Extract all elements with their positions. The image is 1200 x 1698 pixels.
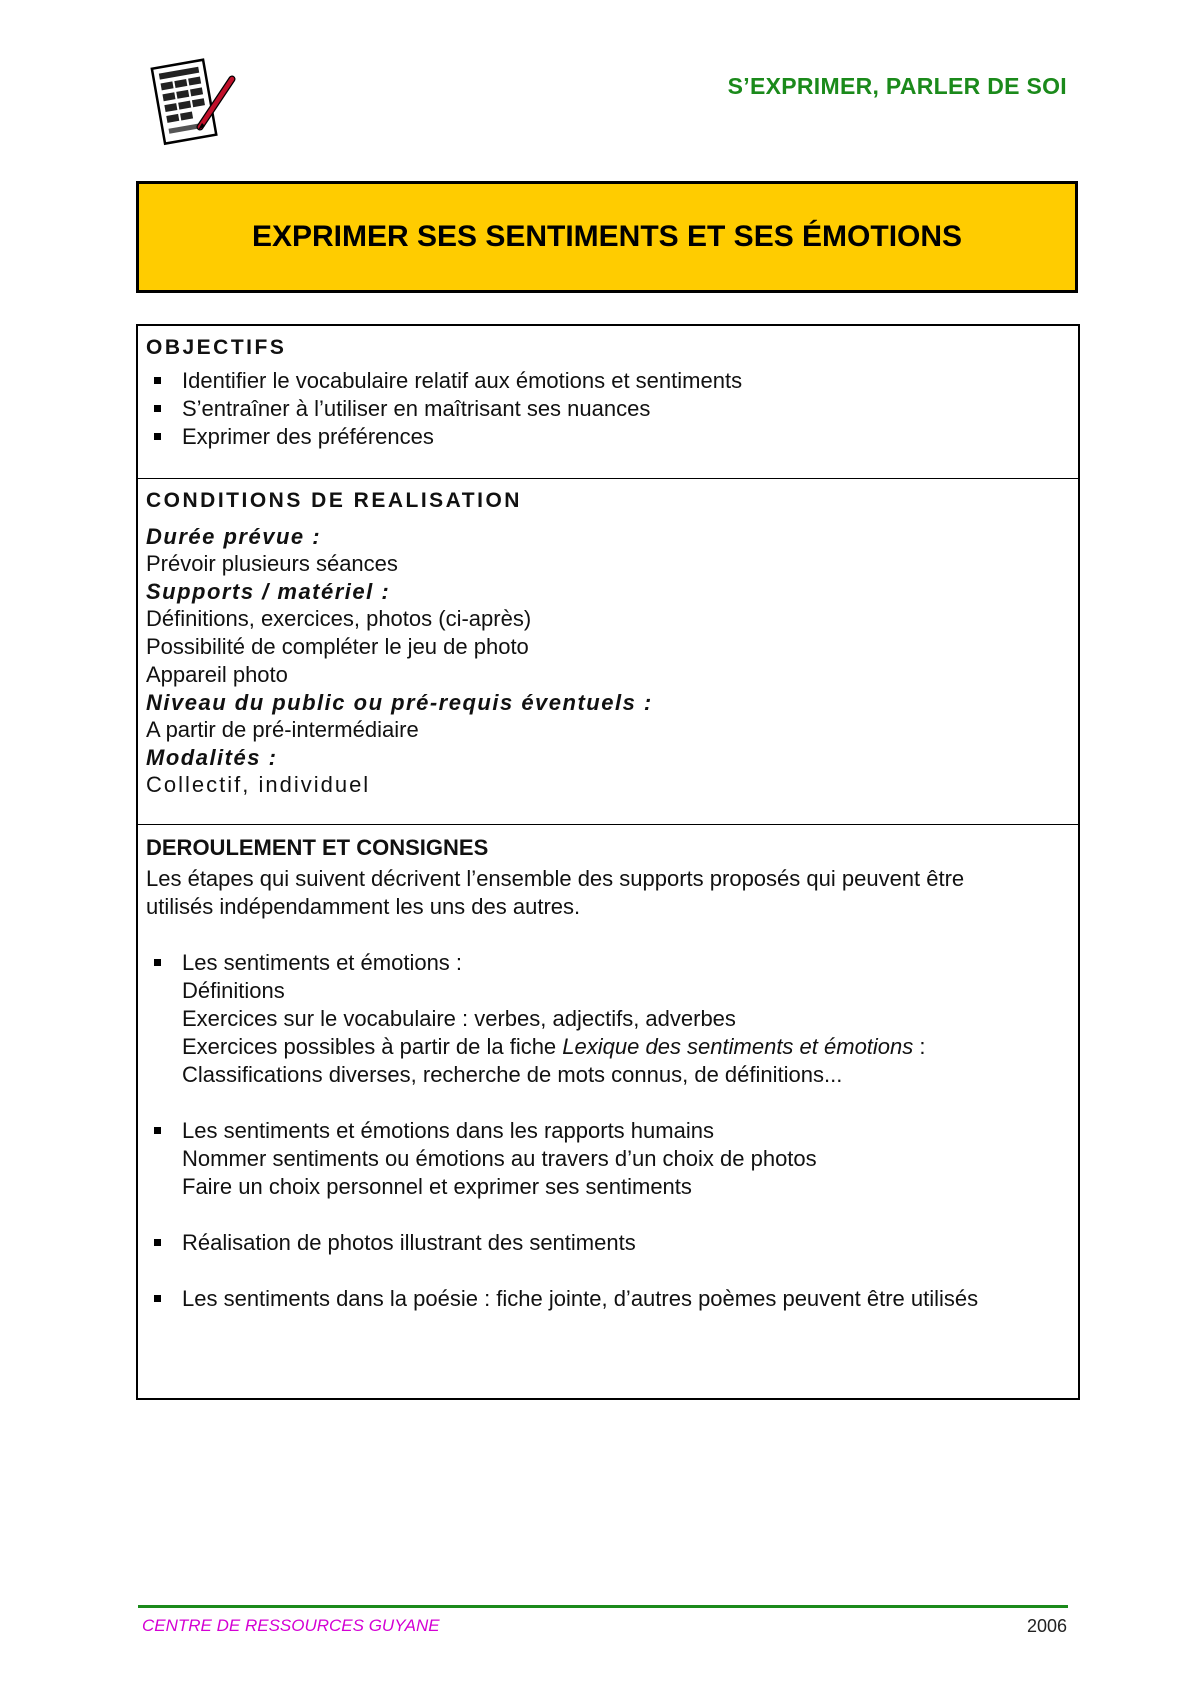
objectifs-list — [146, 367, 1070, 451]
conditions-section — [138, 479, 1078, 825]
deroulement-section — [138, 825, 1078, 1398]
supports-label: Supports / matériel : — [146, 579, 391, 604]
list-item — [146, 1117, 1070, 1201]
supports-line: Définitions, exercices, photos (ci-après) — [146, 606, 532, 631]
footer-year: 2006 — [1026, 1616, 1067, 1636]
item-line: Les sentiments et émotions dans les rapports humains — [182, 1118, 714, 1143]
objectifs-heading: OBJECTIFS — [146, 336, 287, 359]
list-item — [146, 949, 1070, 1089]
duree-value: Prévoir plusieurs séances — [146, 551, 398, 576]
deroulement-list — [146, 949, 1070, 1313]
item-line — [182, 1033, 1070, 1061]
list-item: Réalisation de photos illustrant des sentiments — [146, 1229, 1070, 1257]
item-line: Faire un choix personnel et exprimer ses sentiments — [182, 1174, 692, 1199]
item-line: Définitions — [182, 978, 285, 1003]
content-table — [136, 324, 1080, 1400]
duree-label: Durée prévue : — [146, 524, 322, 549]
list-item: Exprimer des préférences — [146, 423, 1070, 451]
modalites-label: Modalités : — [146, 745, 278, 770]
footer-organization: CENTRE DE RESSOURCES GUYANE — [142, 1616, 440, 1635]
section-tag: S’EXPRIMER, PARLER DE SOI — [727, 73, 1067, 99]
title-banner — [136, 181, 1078, 293]
item-text: Exercices possibles à partir de la fiche — [182, 1034, 563, 1059]
niveau-value: A partir de pré-intermédiaire — [146, 717, 419, 742]
item-line: Les sentiments et émotions : — [182, 950, 463, 975]
list-item: Identifier le vocabulaire relatif aux émotions et sentiments — [146, 367, 1070, 395]
deroulement-heading: DEROULEMENT ET CONSIGNES — [146, 835, 489, 860]
intro-line: Les étapes qui suivent décrivent l’ensemble des supports proposés qui peuvent être — [146, 866, 965, 891]
deroulement-intro — [146, 865, 1070, 921]
conditions-heading: CONDITIONS DE REALISATION — [146, 489, 522, 512]
supports-line: Possibilité de compléter le jeu de photo — [146, 634, 529, 659]
item-line: Exercices sur le vocabulaire : verbes, adjectifs, adverbes — [182, 1006, 736, 1031]
intro-line: utilisés indépendamment les uns des autres. — [146, 894, 581, 919]
item-line: Classifications diverses, recherche de mots connus, de définitions... — [182, 1062, 843, 1087]
page-title: EXPRIMER SES SENTIMENTS ET SES ÉMOTIONS — [251, 220, 963, 253]
niveau-label: Niveau du public ou pré-requis éventuels : — [146, 690, 653, 715]
modalites-value: Collectif, individuel — [146, 772, 371, 797]
lexique-reference: Lexique des sentiments et émotions — [562, 1034, 914, 1059]
supports-line: Appareil photo — [146, 662, 288, 687]
objectifs-section — [138, 326, 1078, 479]
footer-divider — [138, 1605, 1068, 1608]
clipboard-pencil-icon — [148, 55, 240, 147]
item-line: Nommer sentiments ou émotions au travers d’un choix de photos — [182, 1146, 817, 1171]
list-item: Les sentiments dans la poésie : fiche jointe, d’autres poèmes peuvent être utilisés — [146, 1285, 1070, 1313]
list-item: S’entraîner à l’utiliser en maîtrisant ses nuances — [146, 395, 1070, 423]
item-text: : — [913, 1034, 926, 1059]
